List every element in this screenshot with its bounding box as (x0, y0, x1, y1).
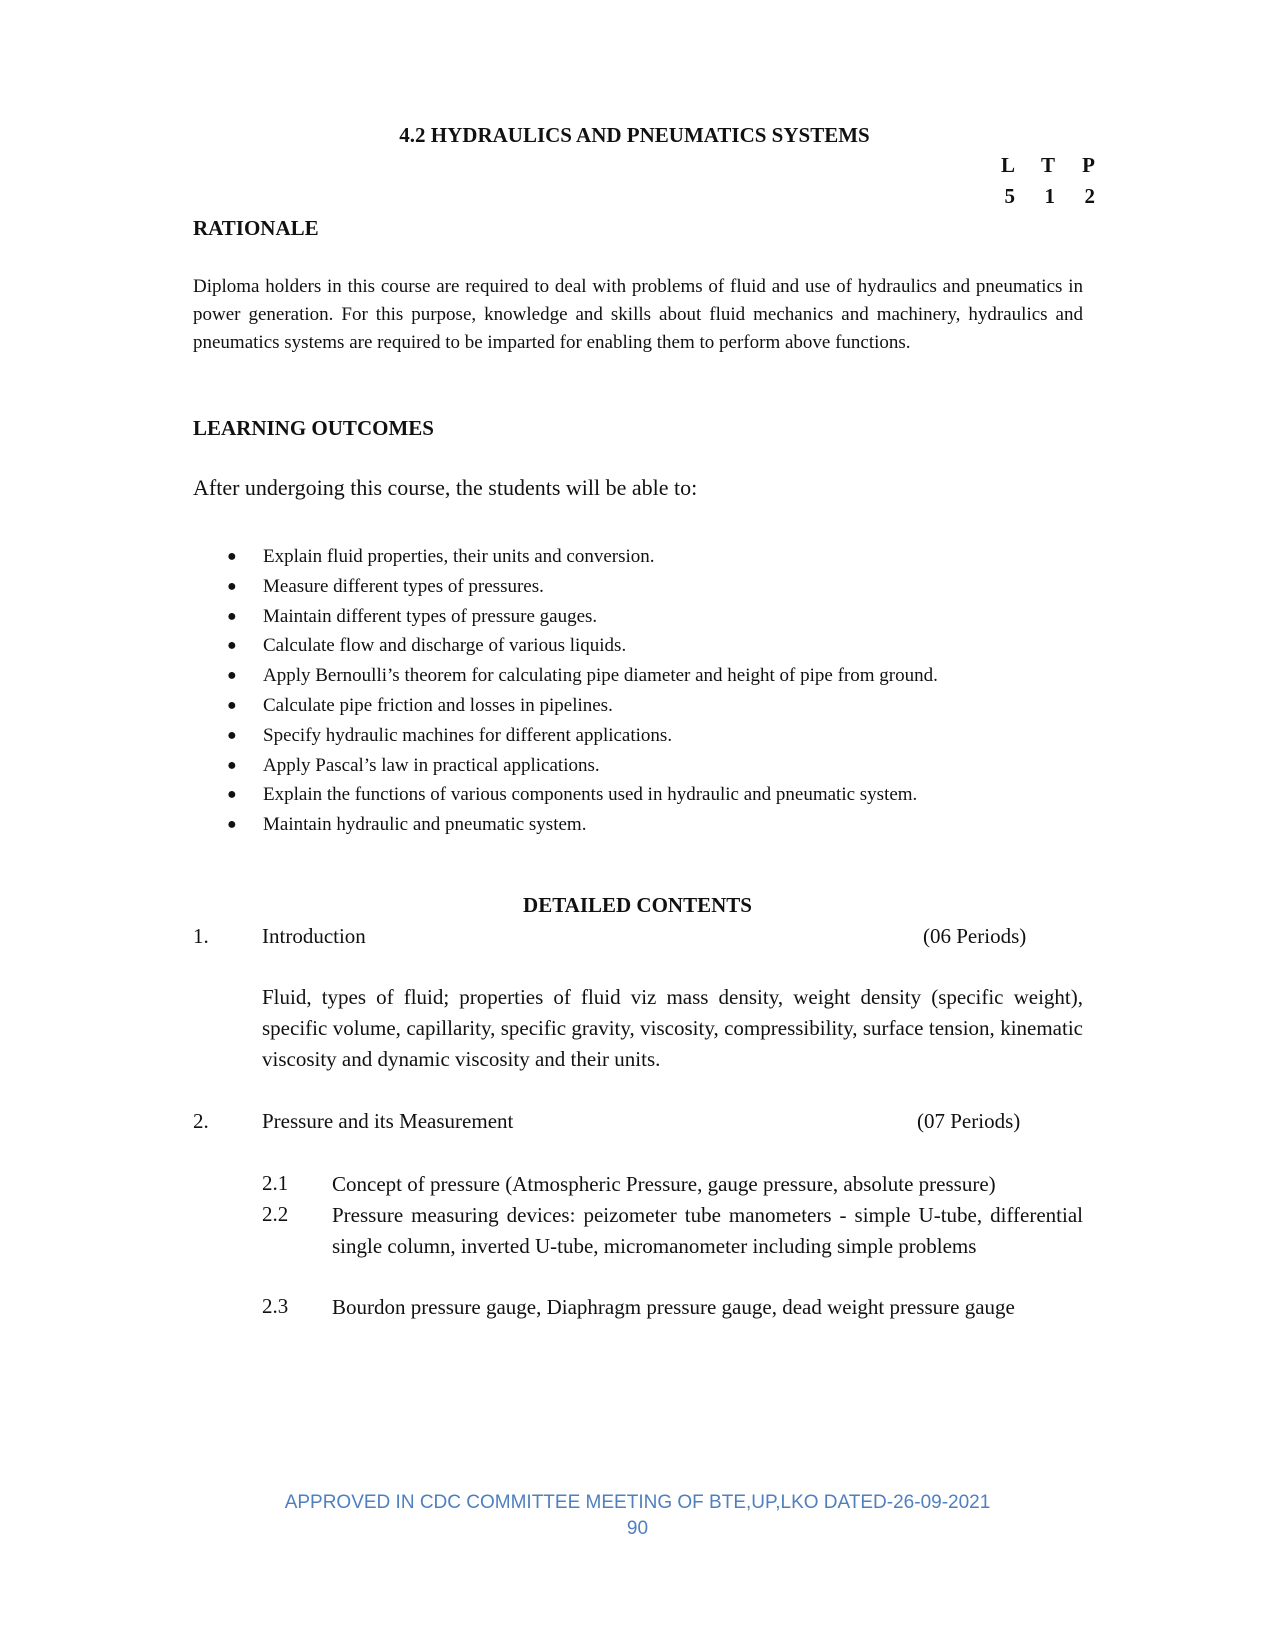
bullet-icon: ● (227, 726, 237, 744)
list-item: ● Apply Bernoulli’s theorem for calculating pipe diameter and height of pipe from ground. (193, 661, 1093, 691)
list-item: ● Explain fluid properties, their units and conversion. (193, 542, 1093, 572)
bullet-icon: ● (227, 786, 237, 804)
subsection-2-2-text: Pressure measuring devices: peizometer tube manometers - simple U-tube, differential single column, inverted U-tube, micromanometer including simple problems (332, 1203, 1083, 1258)
ltp-header-p: P (1082, 153, 1095, 177)
ltp-header-t: T (1040, 153, 1055, 177)
ltp-value-l: 5 (1004, 184, 1015, 208)
bullet-icon: ● (227, 696, 237, 714)
ltp-value-t: 1 (1044, 184, 1055, 208)
subsection-2-1-text: Concept of pressure (Atmospheric Pressure, gauge pressure, absolute pressure) (332, 1172, 996, 1196)
section-1-title: Introduction (262, 924, 366, 948)
learning-outcomes-heading: LEARNING OUTCOMES (193, 416, 434, 440)
ltp-value-row (985, 184, 1095, 209)
subsection-2-3-number: 2.3 (262, 1294, 289, 1318)
list-item: ● Calculate flow and discharge of various liquids. (193, 631, 1093, 661)
bullet-icon: ● (227, 607, 237, 625)
list-item: ● Measure different types of pressures. (193, 572, 1093, 602)
subsection-2-1-number: 2.1 (262, 1171, 289, 1195)
section-2-title: Pressure and its Measurement (262, 1109, 514, 1133)
list-item: ● Apply Pascal’s law in practical applications. (193, 751, 1093, 781)
bullet-icon: ● (227, 637, 237, 655)
list-item: ● Maintain hydraulic and pneumatic system. (193, 810, 1093, 840)
learning-outcomes-intro: After undergoing this course, the students will be able to: (193, 475, 698, 500)
rationale-text: Diploma holders in this course are required to deal with problems of fluid and use of hydraulics and pneumatics in power generation. For this purpose, knowledge and skills about fluid mechanics and machinery, hydraulics and pneumatics systems are required to be imparted for enabling them to perform above functions. (193, 276, 1083, 353)
bullet-icon: ● (227, 548, 237, 565)
list-item: ● Specify hydraulic machines for different applications. (193, 721, 1093, 751)
section-2-periods: (07 Periods) (917, 1109, 1021, 1133)
bullet-icon: ● (227, 667, 237, 685)
detailed-contents-heading: DETAILED CONTENTS (523, 893, 752, 917)
list-item: ● Maintain different types of pressure gauges. (193, 602, 1093, 632)
bullet-icon: ● (227, 756, 237, 774)
list-item: ● Calculate pipe friction and losses in pipelines. (193, 691, 1093, 721)
section-1-text: Fluid, types of fluid; properties of fluid viz mass density, weight density (specific weight), specific volume, capillarity, specific gravity, viscosity, compressibility, surface tension, kinematic viscosity and dynamic viscosity and their units. (262, 985, 1083, 1071)
ltp-header-l: L (1000, 153, 1015, 177)
bullet-icon: ● (227, 577, 237, 595)
course-title-text: 4.2 HYDRAULICS AND PNEUMATICS SYSTEMS (399, 123, 870, 147)
ltp-value-p: 2 (1084, 184, 1095, 208)
section-1-number: 1. (193, 924, 209, 948)
subsection-2-2-number: 2.2 (262, 1202, 289, 1226)
list-item: ● Explain the functions of various components used in hydraulic and pneumatic system. (193, 780, 1093, 810)
course-title (0, 123, 1275, 148)
footer-approval: APPROVED IN CDC COMMITTEE MEETING OF BTE,UP,LKO DATED-26-09-2021 (284, 1492, 991, 1513)
section-2-number: 2. (193, 1109, 209, 1133)
rationale-heading: RATIONALE (193, 216, 319, 240)
page-number: 90 (626, 1518, 649, 1539)
section-1-periods: (06 Periods) (923, 924, 1027, 948)
subsection-2-3-text: Bourdon pressure gauge, Diaphragm pressure gauge, dead weight pressure gauge (332, 1295, 1015, 1319)
learning-outcomes-list (193, 542, 1093, 840)
ltp-header-row (985, 153, 1095, 178)
bullet-icon: ● (227, 816, 237, 834)
